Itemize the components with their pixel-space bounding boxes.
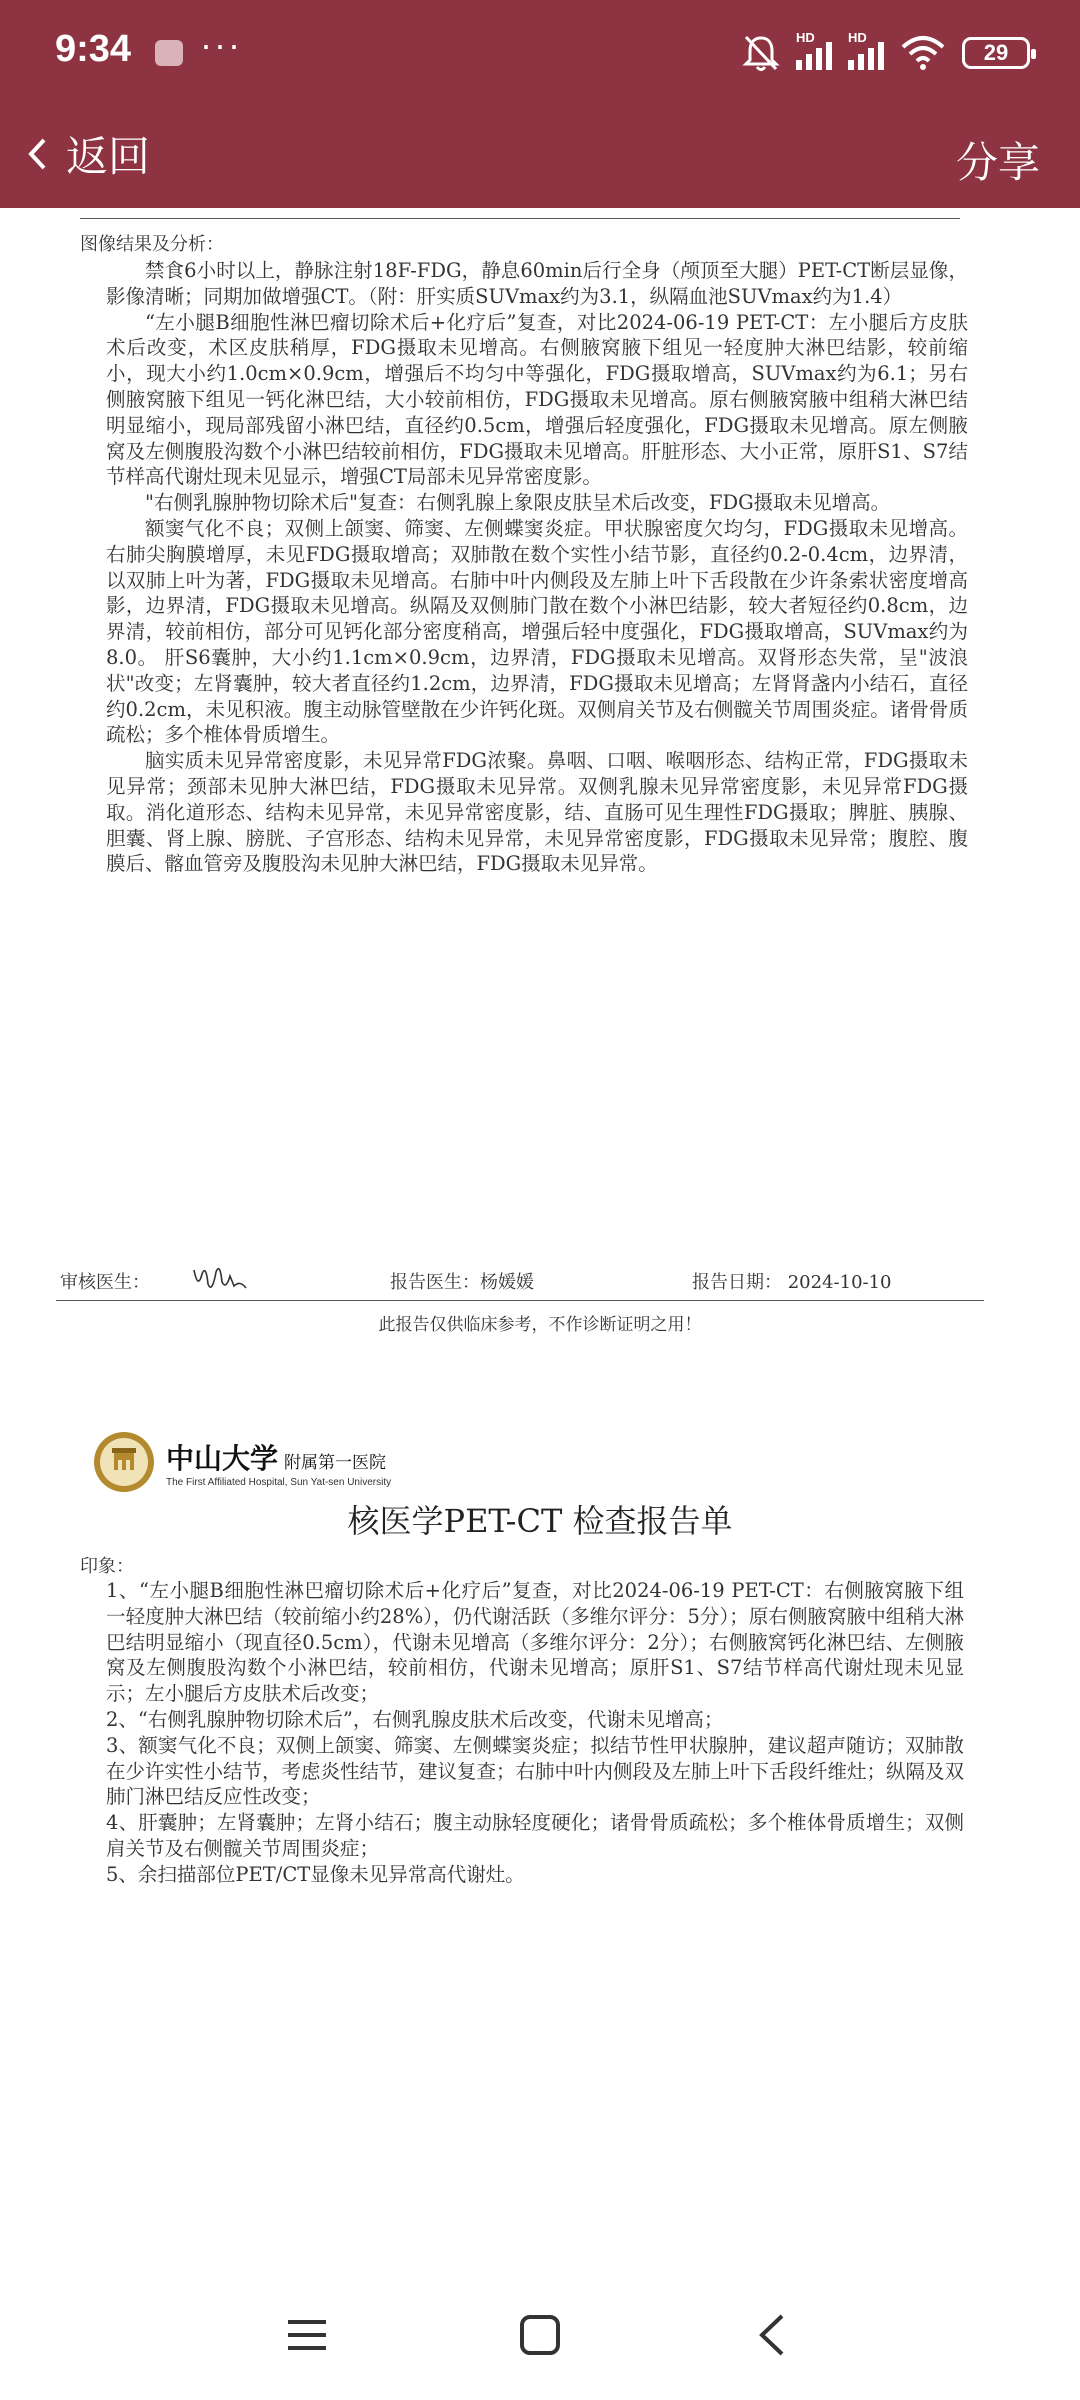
- hospital-logo: [92, 1430, 391, 1494]
- reviewer-label: 审核医生：: [60, 1272, 150, 1293]
- back-nav-icon[interactable]: [748, 2310, 798, 2360]
- report-date: 报告日期： 2024-10-10: [692, 1272, 892, 1293]
- divider: [56, 1300, 984, 1301]
- battery-level: 29: [983, 40, 1009, 65]
- impression-item: 4、肝囊肿；左肾囊肿；左肾小结石；腹主动脉轻度硬化；诸骨骨质疏松；多个椎体骨质增生；双侧肩关节及右侧髋关节周围炎症；: [106, 1811, 964, 1860]
- analysis-paragraph: 禁食6小时以上，静脉注射18F-FDG，静息60min后行全身（颅顶至大腿）PET-CT断层显像，影像清晰；同期加做增强CT。（附：肝实质SUVmax约为3.1，纵隔血池SUVmax约为1.4）: [106, 259, 968, 308]
- nav-bar: [0, 106, 1080, 208]
- impression-list: [106, 1578, 964, 1888]
- hospital-seal-icon: [92, 1430, 156, 1494]
- wifi-icon: [900, 35, 946, 71]
- cellular-signal-2-icon: HD: [848, 36, 884, 70]
- menu-icon[interactable]: [282, 2310, 332, 2360]
- logo-english: The First Affiliated Hospital, Sun Yat-sen University: [166, 1476, 392, 1488]
- analysis-paragraph: "右侧乳腺肿物切除术后"复查：右侧乳腺上象限皮肤呈术后改变，FDG摄取未见增高。: [145, 491, 891, 515]
- divider: [80, 218, 960, 219]
- analysis-paragraph: 脑实质未见异常密度影，未见异常FDG浓聚。鼻咽、口咽、喉咽形态、结构正常，FDG摄取未见异常；颈部未见肿大淋巴结，FDG摄取未见异常。双侧乳腺未见异常密度影，未见异常FDG摄取。消化道形态、结构未见异常，未见异常密度影，结、直肠可见生理性FDG摄取；脾脏、胰腺、胆囊、肾上腺、膀胱、子宫形态、结构未见异常，未见异常密度影，FDG摄取未见异常；腹腔、腹膜后、髂血管旁及腹股沟未见肿大淋巴结，FDG摄取未见异常。: [106, 749, 968, 876]
- reporter-label: 报告医生：杨媛媛: [390, 1272, 534, 1293]
- impression-item: 1、“左小腿B细胞性淋巴瘤切除术后+化疗后”复查，对比2024-06-19 PET-CT：右侧腋窝腋下组一轻度肿大淋巴结（较前缩小约28%），仍代谢活跃（多维尔评分：5分）；原右侧腋窝腋中组稍大淋巴结明显缩小（现直径0.5cm），代谢未见增高（多维尔评分：2分）；右侧腋窝钙化淋巴结、左侧腋窝及左侧腹股沟数个小淋巴结，较前相仿，代谢未见增高；原肝S1、S7结节样高代谢灶现未见显示；左小腿后方皮肤术后改变；: [106, 1579, 964, 1706]
- analysis-text: [106, 258, 968, 877]
- more-notifications-icon: ···: [200, 24, 242, 65]
- system-nav-bar: [0, 2290, 1080, 2380]
- analysis-paragraph: 额窦气化不良；双侧上颌窦、筛窦、左侧蝶窦炎症。甲状腺密度欠均匀，FDG摄取未见增高。右肺尖胸膜增厚，未见FDG摄取增高；双肺散在数个实性小结节影，直径约0.2-0.4cm，边界清，以双肺上叶为著，FDG摄取未见增高。右肺中叶内侧段及左肺上叶下舌段散在少许条索状密度增高影，边界清，FDG摄取未见增高。纵隔及双侧肺门散在数个小淋巴结影，较大者短径约0.8cm，边界清，较前相仿，部分可见钙化部分密度稍高，增强后轻中度强化，FDG摄取增高，SUVmax约为8.0。 肝S6囊肿，大小约1.1cm×0.9cm，边界清，FDG摄取未见增高。双肾形态失常，呈"波浪状"改变；左肾囊肿，较大者直径约1.2cm，边界清，FDG摄取未见增高；左肾肾盏内小结石，直径约0.2cm，未见积液。腹主动脉管壁散在少许钙化斑。双侧肩关节及右侧髋关节周围炎症。诸骨骨质疏松；多个椎体骨质增生。: [106, 516, 968, 747]
- back-button[interactable]: [26, 124, 150, 184]
- analysis-paragraph: “左小腿B细胞性淋巴瘤切除术后+化疗后”复查，对比2024-06-19 PET-CT：左小腿后方皮肤术后改变，术区皮肤稍厚，FDG摄取未见增高。右侧腋窝腋下组见一轻度肿大淋巴结影，较前缩小，现大小约1.0cm×0.9cm，增强后不均匀中等强化，FDG摄取增高，SUVmax约为6.1；另右侧腋窝腋下组见一钙化淋巴结，大小较前相仿，FDG摄取未见增高。原右侧腋窝腋中组稍大淋巴结明显缩小，现局部残留小淋巴结，直径约0.5cm，增强后轻度强化，FDG摄取未见增高。原左侧腋窝及左侧腹股沟数个小淋巴结较前相仿，FDG摄取未见增高。肝脏形态、大小正常，原肝S1、S7结节样高代谢灶现未见显示，增强CT局部未见异常密度影。: [106, 310, 968, 489]
- cellular-signal-1-icon: HD: [796, 36, 832, 70]
- impression-item: 5、余扫描部位PET/CT显像未见异常高代谢灶。: [106, 1862, 525, 1886]
- chat-notification-icon: [155, 40, 183, 66]
- impression-label: 印象：: [80, 1556, 134, 1577]
- reviewer-signature-icon: [190, 1260, 250, 1296]
- battery-icon: [962, 37, 1030, 69]
- status-time: 9:34: [55, 28, 132, 70]
- disclaimer: 此报告仅供临床参考，不作诊断证明之用！: [378, 1315, 702, 1335]
- status-bar: [0, 0, 1080, 106]
- home-icon[interactable]: [515, 2310, 565, 2360]
- status-indicators: [742, 28, 1030, 78]
- logo-text: [166, 1437, 391, 1488]
- impression-item: 3、额窦气化不良；双侧上颌窦、筛窦、左侧蝶窦炎症；拟结节性甲状腺肿，建议超声随访；双肺散在少许实性小结节，考虑炎性结节，建议复查；右肺中叶内侧段及左肺上叶下舌段纤维灶；纵隔及双肺门淋巴结反应性改变；: [106, 1733, 965, 1809]
- impression-item: 2、“右侧乳腺肿物切除术后”，右侧乳腺皮肤术后改变，代谢未见增高；: [106, 1707, 724, 1731]
- section-heading: 图像结果及分析：: [80, 234, 224, 255]
- back-label: 返回: [66, 133, 151, 180]
- share-button[interactable]: 分享: [955, 139, 1040, 186]
- chevron-left-icon: [26, 137, 48, 171]
- logo-chinese: 中山大学 附属第一医院: [166, 1441, 387, 1475]
- report-title: 核医学PET-CT 检查报告单: [347, 1502, 733, 1540]
- bell-muted-icon: [742, 33, 780, 73]
